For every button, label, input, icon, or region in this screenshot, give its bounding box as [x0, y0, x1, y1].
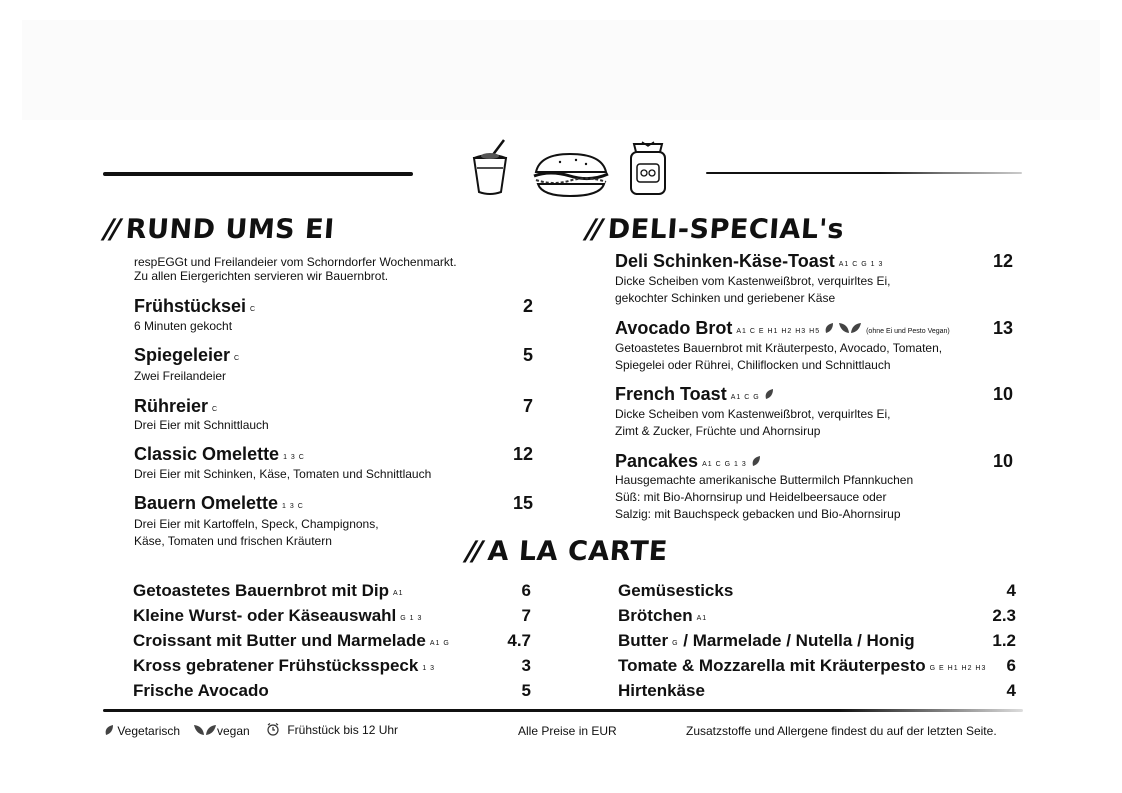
legend-vegan [193, 724, 250, 738]
item-name: Deli Schinken-Käse-Toast [615, 251, 835, 271]
carte-item [618, 681, 705, 701]
item-name: Frühstücksei [134, 296, 247, 316]
menu-item-desc [615, 472, 913, 523]
allergen-codes: A1 C E H1 H2 H3 H5 [736, 328, 821, 335]
header-rule-right [706, 172, 1022, 174]
heading-text: DELI-SPECIAL's [606, 214, 846, 245]
top-band [22, 20, 1100, 120]
carte-item [133, 681, 269, 701]
allergens-note: Zusatzstoffe und Allergene findest du auf der letzten Seite. [686, 724, 997, 738]
desc-line: Süß: mit Bio-Ahornsirup und Heidelbeersauce oder [615, 490, 887, 504]
carte-item-price: 6 [521, 581, 531, 600]
section-heading-rund-ums-ei [103, 214, 336, 245]
item-name: Bauern Omelette [134, 493, 279, 513]
allergen-codes: G [672, 640, 679, 647]
desc-line: Dicke Scheiben vom Kastenweißbrot, verquirltes Ei, [615, 407, 891, 421]
menu-item-name [615, 384, 774, 405]
sandwich-icon [530, 150, 610, 200]
vegetarian-leaf-icon [104, 724, 114, 736]
carte-item-price: 7 [521, 606, 531, 625]
header-rule-left [103, 172, 413, 176]
vegetarian-leaf-icon [824, 322, 834, 334]
menu-item-name [134, 296, 256, 317]
allergen-codes: A1 [393, 590, 404, 597]
menu-item-price: 12 [512, 444, 533, 464]
desc-line: Hausgemachte amerikanische Buttermilch Pfannkuchen [615, 473, 914, 487]
item-name: Classic Omelette [134, 444, 280, 464]
heading-text: A LA CARTE [486, 536, 669, 567]
vegetarian-leaf-icon [764, 388, 774, 400]
carte-item-name: Getoastetes Bauernbrot mit Dip [133, 581, 389, 600]
menu-item-price: 2 [522, 296, 533, 316]
allergen-codes: A1 G [429, 640, 450, 647]
desc-line: Salzig: mit Bauchspeck gebacken und Bio-Ahornsirup [615, 507, 901, 521]
allergen-codes: 1 3 [422, 665, 436, 672]
menu-item-price: 10 [992, 384, 1013, 404]
carte-item [133, 606, 422, 626]
allergen-codes: C [234, 355, 241, 362]
section-heading-deli-special [585, 214, 845, 245]
legend-label: Frühstück bis 12 Uhr [287, 723, 399, 737]
carte-item-name: Hirtenkäse [618, 681, 705, 700]
carte-item-price: 4.7 [507, 631, 531, 650]
carte-item [618, 606, 707, 626]
menu-item-desc [134, 516, 379, 550]
heading-text: RUND UMS EI [124, 214, 336, 245]
legend-vegetarian [104, 724, 180, 738]
menu-item-desc [615, 406, 890, 440]
carte-item-name: Kross gebratener Frühstücksspeck [133, 656, 419, 675]
carte-item [133, 656, 435, 676]
yogurt-cup-icon [468, 138, 512, 198]
menu-item-name [134, 345, 240, 366]
vegan-leaves-icon [193, 724, 217, 736]
vegetarian-leaf-icon [751, 455, 761, 467]
carte-item [618, 581, 733, 601]
carte-item-price: 5 [521, 681, 531, 700]
carte-item-name: Gemüsesticks [618, 581, 734, 600]
desc-line: Dicke Scheiben vom Kastenweißbrot, verquirltes Ei, [615, 274, 891, 288]
allergen-codes: 1 3 C [282, 503, 304, 510]
heading-slashes: // [584, 214, 601, 245]
menu-item-name [615, 451, 761, 472]
allergen-codes: G E H1 H2 H3 [929, 665, 987, 672]
legend-label: Vegetarisch [117, 724, 181, 738]
menu-item-name [134, 493, 304, 514]
legend-breakfast [266, 722, 398, 737]
item-name: French Toast [615, 384, 727, 404]
item-name: Avocado Brot [615, 318, 733, 338]
carte-item-name: Brötchen [618, 606, 693, 625]
carte-item-name: Frische Avocado [133, 681, 269, 700]
menu-item-desc [615, 273, 890, 307]
menu-item-desc: Zwei Freilandeier [134, 369, 227, 383]
desc-line: Käse, Tomaten und frischen Kräutern [134, 534, 332, 548]
carte-item [618, 656, 986, 676]
carte-item [133, 581, 404, 601]
carte-item [618, 631, 915, 651]
legend-label: vegan [217, 724, 250, 738]
item-name: Pancakes [615, 451, 699, 471]
menu-item-name [615, 251, 883, 272]
heading-slashes: // [102, 214, 119, 245]
desc-line: gekochter Schinken und geriebener Käse [615, 291, 836, 305]
menu-item-desc: Drei Eier mit Schinken, Käse, Tomaten und Schnittlauch [134, 467, 432, 481]
alarm-clock-icon [266, 722, 280, 736]
carte-item-name: Tomate & Mozzarella mit Kräuterpesto [618, 656, 926, 675]
allergen-codes: G 1 3 [400, 615, 423, 622]
allergen-codes: A1 C G 1 3 [702, 461, 747, 468]
carte-item [133, 631, 450, 651]
carte-item-name: Kleine Wurst- oder Käseauswahl [133, 606, 397, 625]
menu-item-name [615, 318, 950, 339]
carte-item-price: 2.3 [992, 606, 1016, 625]
allergen-codes: A1 C G 1 3 [838, 261, 884, 268]
item-name: Rühreier [134, 396, 209, 416]
intro-line: Zu allen Eiergerichten servieren wir Bauernbrot. [134, 269, 389, 283]
allergen-codes: A1 C G [730, 394, 760, 401]
carte-item-price: 1.2 [992, 631, 1016, 650]
currency-note: Alle Preise in EUR [518, 724, 617, 738]
carte-item-price: 3 [521, 656, 531, 675]
desc-line: Spiegelei oder Rührei, Chiliflocken und Schnittlauch [615, 358, 891, 372]
allergen-codes: C [250, 306, 257, 313]
intro-line: respEGGt und Freilandeier vom Schorndorfer Wochenmarkt. [134, 255, 457, 269]
carte-item-name: Butter [618, 631, 669, 650]
menu-item-desc: 6 Minuten gekocht [134, 319, 233, 333]
carte-item-price: 4 [1006, 581, 1016, 600]
menu-item-desc [615, 340, 942, 374]
section-heading-a-la-carte [465, 536, 669, 567]
item-name: Spiegeleier [134, 345, 231, 365]
egg-intro [134, 255, 457, 283]
menu-item-name [134, 444, 305, 465]
menu-item-price: 7 [522, 396, 533, 416]
vegan-leaves-icon [838, 322, 862, 334]
jam-jar-icon [624, 138, 672, 198]
desc-line: Getoastetes Bauernbrot mit Kräuterpesto, Avocado, Tomaten, [615, 341, 943, 355]
carte-item-price: 6 [1006, 656, 1016, 675]
menu-item-desc: Drei Eier mit Schnittlauch [134, 418, 269, 432]
menu-item-price: 10 [992, 451, 1013, 471]
desc-line: Zimt & Zucker, Früchte und Ahornsirup [615, 424, 821, 438]
menu-item-price: 13 [992, 318, 1013, 338]
menu-item-name [134, 396, 218, 417]
footer-rule [103, 709, 1023, 712]
menu-item-price: 5 [522, 345, 533, 365]
heading-slashes: // [464, 536, 481, 567]
desc-line: Drei Eier mit Kartoffeln, Speck, Champignons, [134, 517, 379, 531]
allergen-codes: A1 [696, 615, 708, 622]
menu-item-price: 12 [992, 251, 1013, 271]
vegan-note: (ohne Ei und Pesto Vegan) [866, 328, 950, 335]
menu-item-price: 15 [512, 493, 533, 513]
carte-item-price: 4 [1006, 681, 1016, 700]
allergen-codes: C [212, 406, 219, 413]
allergen-codes: 1 3 C [283, 454, 305, 461]
carte-item-extra: / Marmelade / Nutella / Honig [683, 631, 915, 650]
carte-item-name: Croissant mit Butter und Marmelade [133, 631, 426, 650]
